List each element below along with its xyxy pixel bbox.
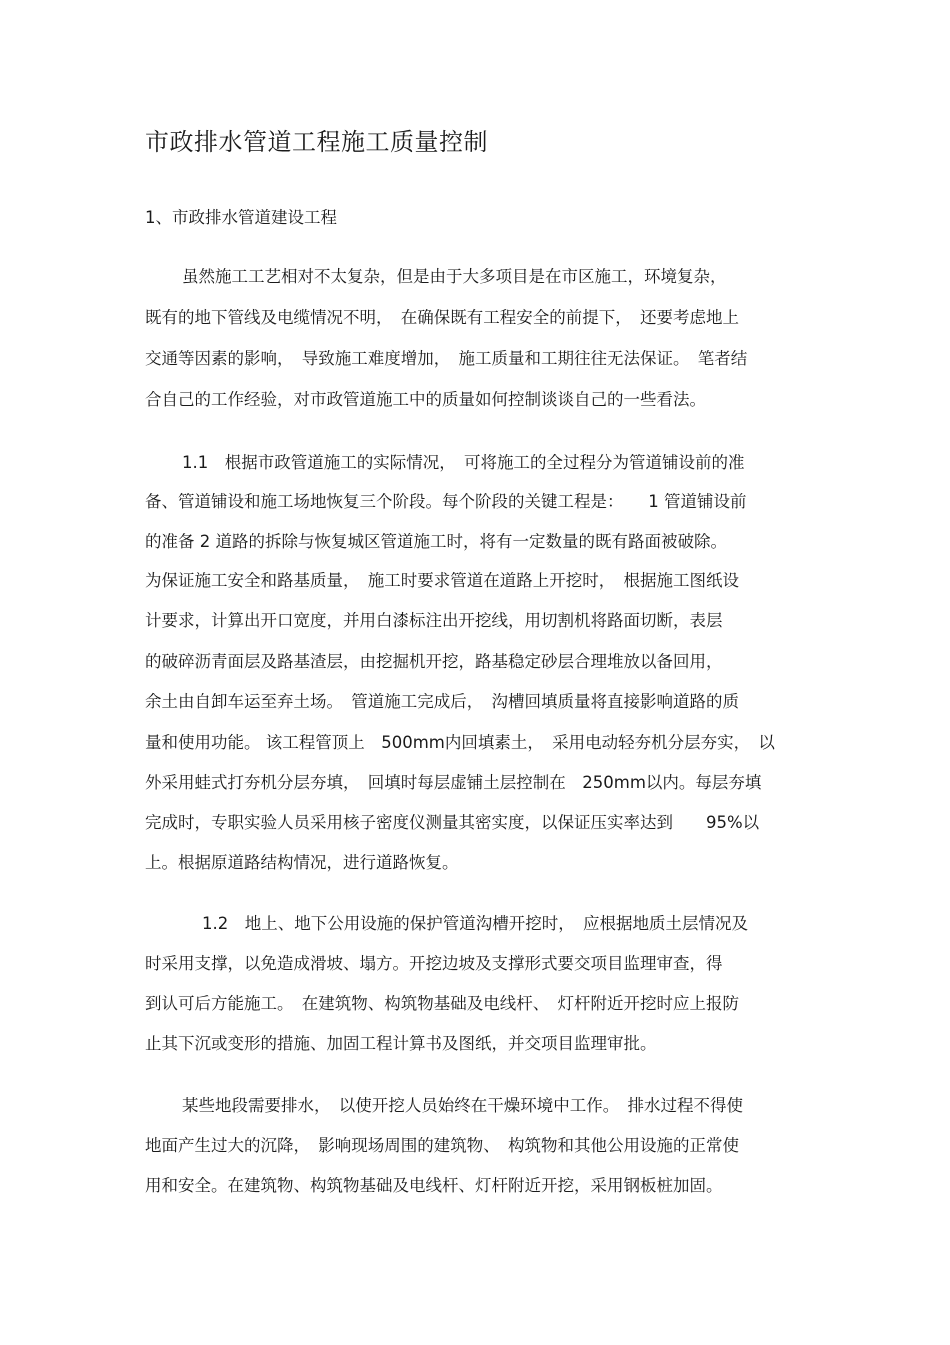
paragraph-4-line-3: 用和安全。在建筑物、构筑物基础及电线杆、灯杆附近开挖，采用钢板桩加固。 [145, 1176, 723, 1195]
document-title: 市政排水管道工程施工质量控制 [145, 128, 488, 156]
paragraph-3-line-4: 止其下沉或变形的措施、加固工程计算书及图纸，并交项目监理审批。 [145, 1034, 657, 1053]
paragraph-2-line-2: 备、管道铺设和施工场地恢复三个阶段。每个阶段的关键工程是： 1 管道铺设前 [145, 492, 747, 511]
paragraph-2-line-8: 量和使用功能。 该工程管顶上 500mm内回填素土， 采用电动轻夯机分层夯实， 以 [145, 733, 775, 752]
paragraph-2-line-5: 计要求，计算出开口宽度，并用白漆标注出开挖线，用切割机将路面切断，表层 [145, 611, 723, 630]
paragraph-3-line-2: 时采用支撑，以免造成滑坡、塌方。开挖边坡及支撑形式要交项目监理审查，得 [145, 954, 723, 973]
paragraph-4-line-1: 某些地段需要排水， 以使开挖人员始终在干燥环境中工作。 排水过程不得使 [182, 1096, 743, 1115]
paragraph-2-line-3: 的准备 2 道路的拆除与恢复城区管道施工时，将有一定数量的既有路面被破除。 [145, 532, 727, 551]
paragraph-1-line-4: 合自己的工作经验，对市政管道施工中的质量如何控制谈谈自己的一些看法。 [145, 390, 706, 409]
paragraph-2-line-10: 完成时，专职实验人员采用核子密度仪测量其密实度，以保证压实率达到 95%以 [145, 813, 760, 832]
paragraph-1-line-1: 虽然施工工艺相对不太复杂，但是由于大多项目是在市区施工，环境复杂， [182, 267, 727, 286]
paragraph-1-line-3: 交通等因素的影响， 导致施工难度增加， 施工质量和工期往往无法保证。 笔者结 [145, 349, 748, 368]
paragraph-4-line-2: 地面产生过大的沉降， 影响现场周围的建筑物、 构筑物和其他公用设施的正常使 [145, 1136, 739, 1155]
paragraph-2-line-4: 为保证施工安全和路基质量， 施工时要求管道在道路上开挖时， 根据施工图纸设 [145, 571, 739, 590]
section-heading: 1、市政排水管道建设工程 [145, 208, 337, 227]
paragraph-2-line-9: 外采用蛙式打夯机分层夯填， 回填时每层虚铺土层控制在 250mm以内。每层夯填 [145, 773, 762, 792]
paragraph-2-line-1: 1.1 根据市政管道施工的实际情况， 可将施工的全过程分为管道铺设前的准 [182, 453, 745, 472]
paragraph-3-line-1: 1.2 地上、地下公用设施的保护管道沟槽开挖时， 应根据地质土层情况及 [202, 914, 748, 933]
paragraph-2-line-6: 的破碎沥青面层及路基渣层，由挖掘机开挖，路基稳定砂层合理堆放以备回用， [145, 652, 723, 671]
paragraph-3-line-3: 到认可后方能施工。 在建筑物、构筑物基础及电线杆、 灯杆附近开挖时应上报防 [145, 994, 739, 1013]
paragraph-1-line-2: 既有的地下管线及电缆情况不明， 在确保既有工程安全的前提下， 还要考虑地上 [145, 308, 739, 327]
paragraph-2-line-7: 余土由自卸车运至弃土场。 管道施工完成后， 沟槽回填质量将直接影响道路的质 [145, 692, 739, 711]
paragraph-2-line-11: 上。根据原道路结构情况，进行道路恢复。 [145, 853, 459, 872]
